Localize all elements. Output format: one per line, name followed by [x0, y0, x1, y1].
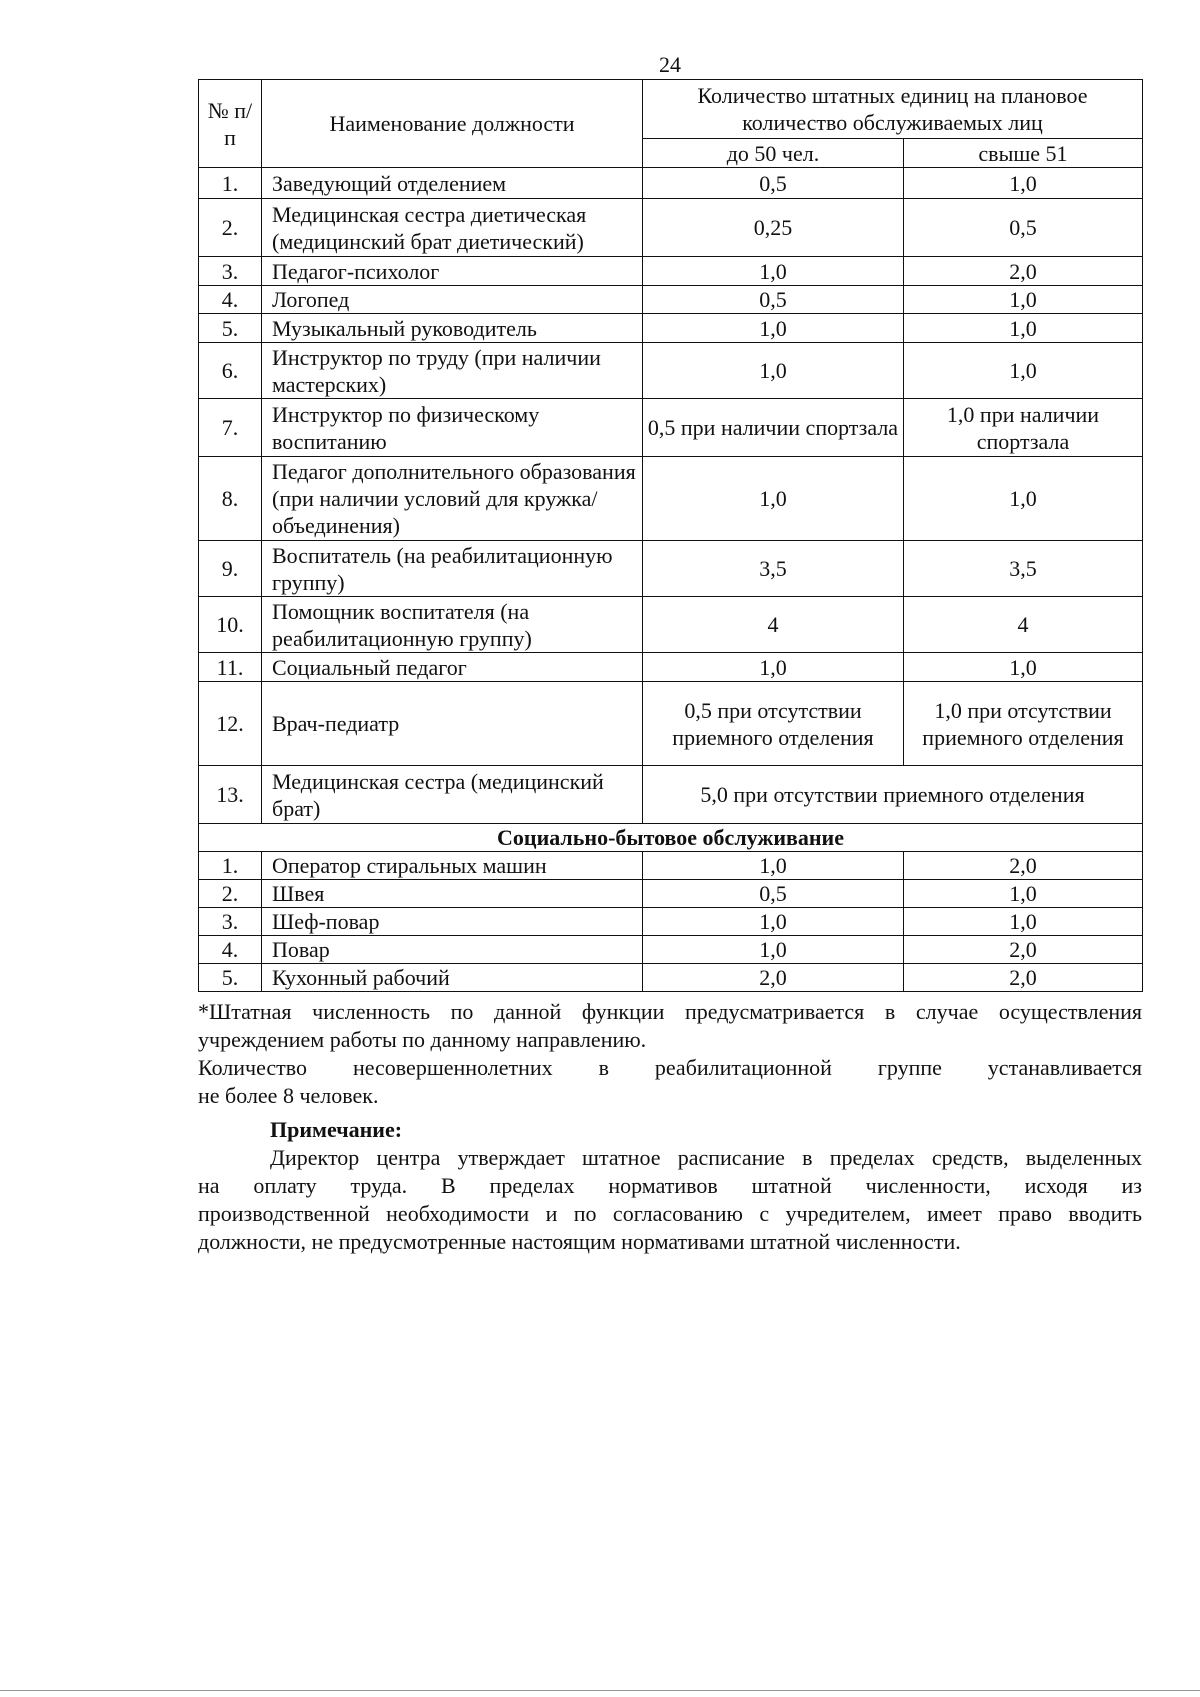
staff-count-over-51: 4: [904, 597, 1143, 653]
table-row: [199, 343, 1143, 399]
position-name: Музыкальный руководитель: [262, 314, 643, 343]
position-name: Медицинская сестра диетическая (медицинский брат диетический): [262, 199, 643, 257]
table-row: [199, 597, 1143, 653]
row-number: 2.: [199, 880, 262, 908]
row-number: 9.: [199, 541, 262, 597]
table-row: [199, 766, 1143, 824]
position-name: Повар: [262, 936, 643, 964]
table-row: [199, 257, 1143, 286]
row-number: 1.: [199, 168, 262, 199]
position-name: Оператор стиральных машин: [262, 852, 643, 880]
row-number: 11.: [199, 653, 262, 682]
staff-count-up-to-50: 0,5: [643, 286, 904, 314]
position-name: Кухонный рабочий: [262, 964, 643, 992]
staff-count-over-51: 1,0 при наличии спортзала: [904, 399, 1143, 457]
row-number: 10.: [199, 597, 262, 653]
position-name: Заведующий отделением: [262, 168, 643, 199]
position-name: Врач-педиатр: [262, 682, 643, 766]
staff-count-over-51: 1,0 при отсутствии приемного отделения: [904, 682, 1143, 766]
position-name: Инструктор по физическому воспитанию: [262, 399, 643, 457]
table-row: [199, 964, 1143, 992]
position-name: Педагог дополнительного образования (при наличии условий для кружка/объединения): [262, 457, 643, 541]
staff-count-up-to-50: 1,0: [643, 653, 904, 682]
table-row: [199, 399, 1143, 457]
row-number: 7.: [199, 399, 262, 457]
remark-title: Примечание:: [270, 1117, 403, 1142]
group-size-line: не более 8 человек.: [198, 1083, 379, 1108]
remark-line: на оплату труда. В пределах нормативов штатной численности, исходя из: [198, 1173, 1142, 1198]
staff-count-over-51: 1,0: [904, 880, 1143, 908]
staff-count-over-51: 0,5: [904, 199, 1143, 257]
staff-count-up-to-50: 0,5 при отсутствии приемного отделения: [643, 682, 904, 766]
header-up-to-50: до 50 чел.: [643, 139, 904, 168]
table-row: [199, 168, 1143, 199]
table-row: [199, 908, 1143, 936]
header-over-51: свыше 51: [904, 139, 1143, 168]
staff-count-over-51: 2,0: [904, 852, 1143, 880]
staff-count-over-51: 1,0: [904, 457, 1143, 541]
staff-count-up-to-50: 1,0: [643, 936, 904, 964]
table-row: [199, 653, 1143, 682]
row-number: 4.: [199, 936, 262, 964]
position-name: Инструктор по труду (при наличии мастерских): [262, 343, 643, 399]
table-row: [199, 286, 1143, 314]
staff-count-up-to-50: 1,0: [643, 257, 904, 286]
page-number: 24: [659, 52, 681, 77]
row-number: 8.: [199, 457, 262, 541]
staff-count-merged: 5,0 при отсутствии приемного отделения: [643, 766, 1143, 824]
remark-line: должности, не предусмотренные настоящим нормативами штатной численности.: [198, 1229, 961, 1254]
staff-count-up-to-50: 1,0: [643, 457, 904, 541]
group-size-line: Количество несовершеннолетних в реабилитационной группе устанавливается: [198, 1055, 1142, 1080]
row-number: 13.: [199, 766, 262, 824]
position-name: Социальный педагог: [262, 653, 643, 682]
row-number: 6.: [199, 343, 262, 399]
staff-count-up-to-50: 1,0: [643, 343, 904, 399]
table-row: [199, 199, 1143, 257]
position-name: Воспитатель (на реабилитационную группу): [262, 541, 643, 597]
table-row: [199, 682, 1143, 766]
staff-count-up-to-50: 2,0: [643, 964, 904, 992]
row-number: 5.: [199, 964, 262, 992]
staff-count-up-to-50: 0,25: [643, 199, 904, 257]
header-position-name: Наименование должности: [262, 80, 643, 168]
row-number: 3.: [199, 257, 262, 286]
header-row: [199, 80, 1143, 139]
footnote-line: учреждением работы по данному направлению.: [198, 1027, 647, 1052]
staff-count-over-51: 1,0: [904, 168, 1143, 199]
staff-count-up-to-50: 0,5: [643, 168, 904, 199]
staff-count-over-51: 2,0: [904, 257, 1143, 286]
staff-count-up-to-50: 3,5: [643, 541, 904, 597]
table-row: [199, 541, 1143, 597]
footnote-line: *Штатная численность по данной функции предусматривается в случае осуществления: [198, 999, 1142, 1024]
page-edge-line: [0, 1690, 1200, 1691]
staff-count-up-to-50: 1,0: [643, 314, 904, 343]
position-name: Логопед: [262, 286, 643, 314]
staff-count-over-51: 3,5: [904, 541, 1143, 597]
row-number: 4.: [199, 286, 262, 314]
table-row: [199, 936, 1143, 964]
section-title: Социально-бытовое обслуживание: [199, 824, 1143, 852]
header-number: № п/п: [199, 80, 262, 168]
row-number: 3.: [199, 908, 262, 936]
staff-count-over-51: 1,0: [904, 314, 1143, 343]
staff-count-over-51: 1,0: [904, 653, 1143, 682]
row-number: 1.: [199, 852, 262, 880]
table-row: [199, 314, 1143, 343]
staff-count-over-51: 1,0: [904, 343, 1143, 399]
staff-count-over-51: 2,0: [904, 964, 1143, 992]
staff-count-over-51: 2,0: [904, 936, 1143, 964]
staffing-table: [198, 79, 1143, 992]
staff-count-over-51: 1,0: [904, 908, 1143, 936]
table-row: [199, 880, 1143, 908]
section-header-row: [199, 824, 1143, 852]
row-number: 5.: [199, 314, 262, 343]
staff-count-up-to-50: 0,5: [643, 880, 904, 908]
row-number: 2.: [199, 199, 262, 257]
staff-count-up-to-50: 1,0: [643, 852, 904, 880]
notes: [198, 998, 1142, 1256]
row-number: 12.: [199, 682, 262, 766]
table-row: [199, 852, 1143, 880]
header-staff-count: Количество штатных единиц на плановое количество обслуживаемых лиц: [643, 80, 1143, 139]
staff-count-up-to-50: 4: [643, 597, 904, 653]
remark-line: Директор центра утверждает штатное расписание в пределах средств, выделенных: [270, 1145, 1142, 1170]
position-name: Шеф-повар: [262, 908, 643, 936]
staff-count-up-to-50: 0,5 при наличии спортзала: [643, 399, 904, 457]
position-name: Помощник воспитателя (на реабилитационную группу): [262, 597, 643, 653]
position-name: Педагог-психолог: [262, 257, 643, 286]
staff-count-up-to-50: 1,0: [643, 908, 904, 936]
staff-count-over-51: 1,0: [904, 286, 1143, 314]
position-name: Медицинская сестра (медицинский брат): [262, 766, 643, 824]
position-name: Швея: [262, 880, 643, 908]
remark-line: производственной необходимости и по согласованию с учредителем, имеет право вводить: [198, 1201, 1142, 1226]
table-row: [199, 457, 1143, 541]
